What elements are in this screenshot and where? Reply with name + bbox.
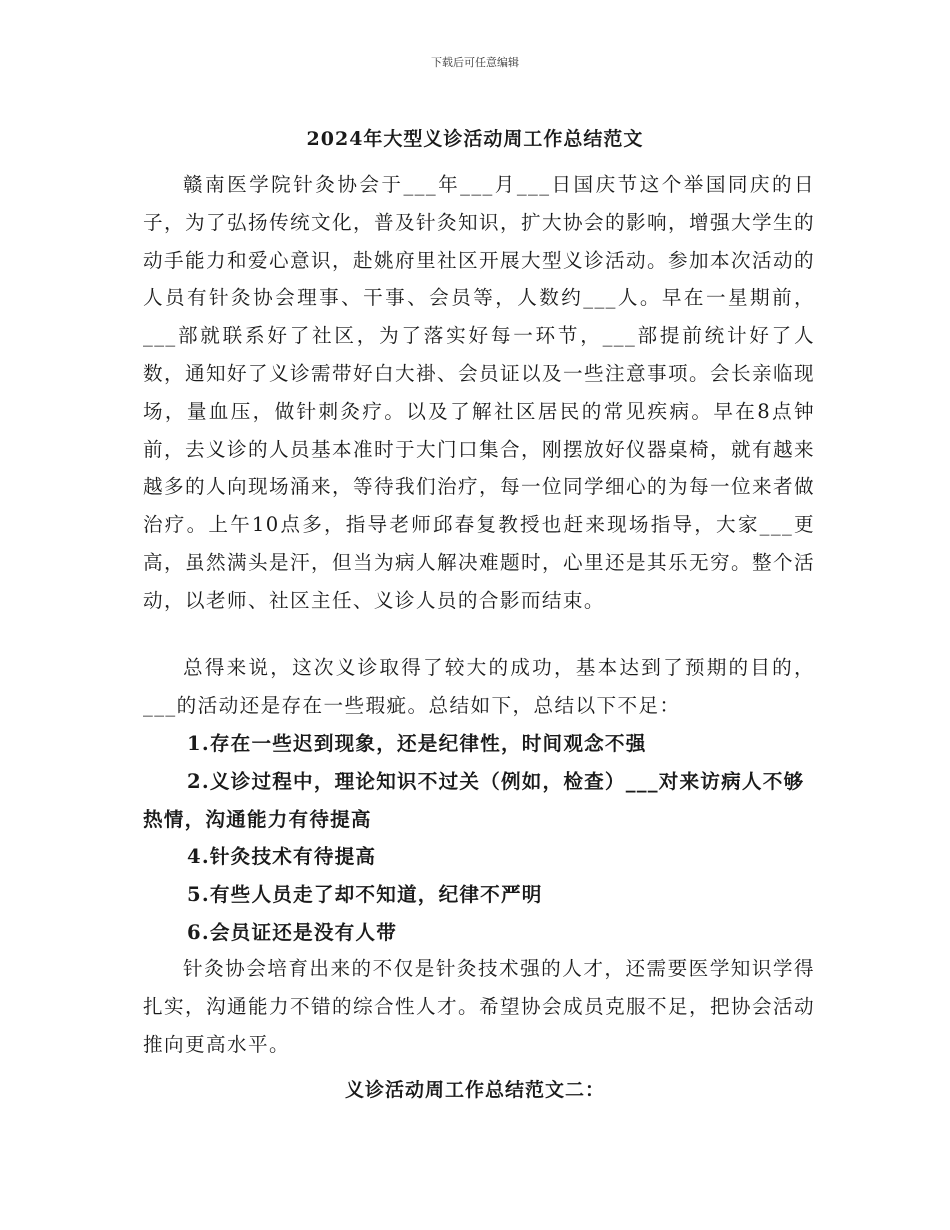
header-note: 下载后可任意编辑 <box>431 56 519 69</box>
list-item: 4.针灸技术有待提高 <box>187 845 377 869</box>
paragraph-conclusion: 针灸协会培育出来的不仅是针灸技术强的人才，还需要医学知识学得扎实，沟通能力不错的综合性人才。希望协会成员克服不足，把协会活动推向更高水平。 <box>143 957 815 1056</box>
document-title: 2024年大型义诊活动周工作总结范文 <box>306 128 644 150</box>
shortcomings-list <box>143 725 815 952</box>
paragraph-summary: 总得来说，这次义诊取得了较大的成功，基本达到了预期的目的，___的活动还是存在一些瑕疵。总结如下，总结以下不足： <box>143 656 815 717</box>
list-item: 1.存在一些迟到现象，还是纪律性，时间观念不强 <box>187 732 647 755</box>
list-item: 2.义诊过程中，理论知识不过关（例如，检查）___对来访病人不够热情，沟通能力有待提高 <box>143 769 805 831</box>
list-item: 6.会员证还是没有人带 <box>187 920 397 944</box>
paragraph-intro: 赣南医学院针灸协会于___年___月___日国庆节这个举国同庆的日子，为了弘扬传统文化，普及针灸知识，扩大协会的影响，增强大学生的动手能力和爱心意识，赴姚府里社区开展大型义诊活动。参加本次活动的人员有针灸协会理事、干事、会员等，人数约___人。早在一星期前，___部就联系好了社区，为了落实好每一环节，___部提前统计好了人数，通知好了义诊需带好白大褂、会员证以及一些注意事项。会长亲临现场，量血压，做针刺灸疗。以及了解社区居民的常见疾病。早在8点钟前，去义诊的人员基本准时于大门口集合，刚摆放好仪器桌椅，就有越来越多的人向现场涌来，等待我们治疗，每一位同学细心的为每一位来者做治疗。上午10点多，指导老师邱春复教授也赶来现场指导，大家___更高，虽然满头是汗，但当为病人解决难题时，心里还是其乐无穷。整个活动，以老师、社区主任、义诊人员的合影而结束。 <box>143 173 815 612</box>
section-subtitle: 义诊活动周工作总结范文二： <box>344 1079 605 1101</box>
list-item: 5.有些人员走了却不知道，纪律不严明 <box>187 883 543 907</box>
